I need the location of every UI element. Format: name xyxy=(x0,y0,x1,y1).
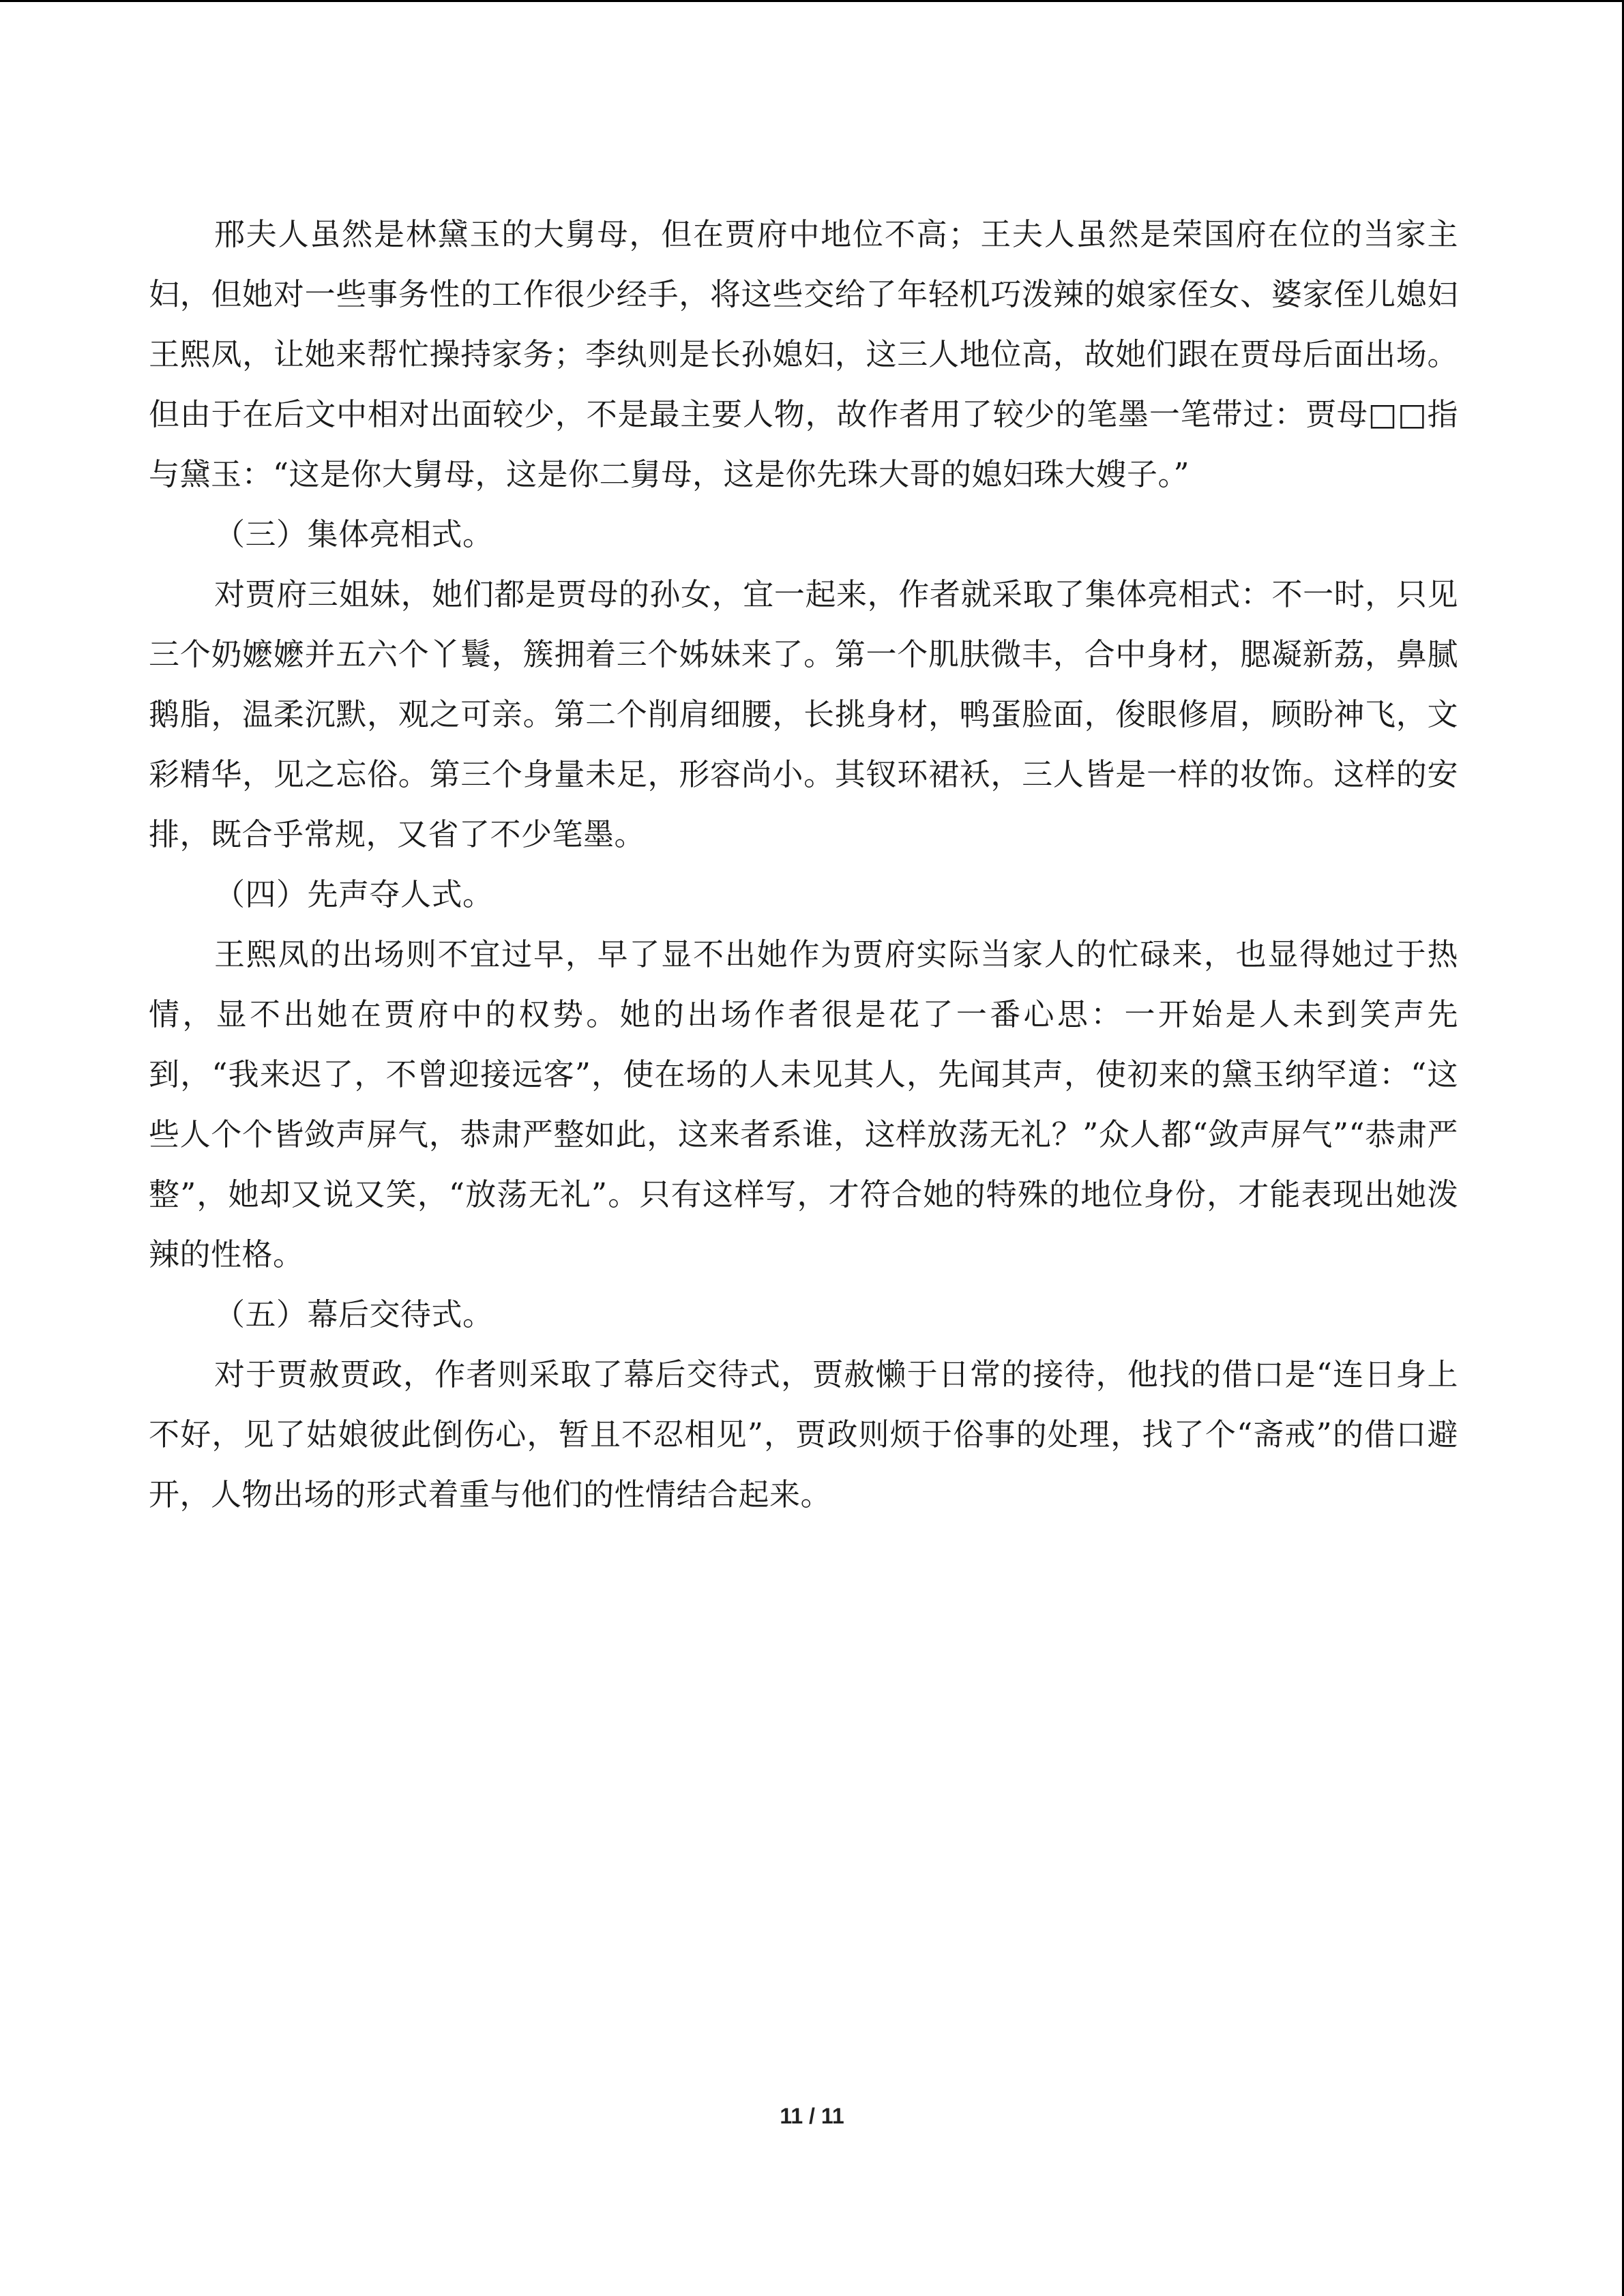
paragraph-1: 邢夫人虽然是林黛玉的大舅母，但在贾府中地位不高；王夫人虽然是荣国府在位的当家主妇，但她对一些事务性的工作很少经手，将这些交给了年轻机巧泼辣的娘家侄女、婆家侄儿媳妇王熙凤，让她来帮忙操持家务；李纨则是长孙媳妇，这三人地位高，故她们跟在贾母后面出场。但由于在后文中相对出面较少，不是最主要人物，故作者用了较少的笔墨一笔带过：贾母□□指与黛玉：“这是你大舅母，这是你二舅母，这是你先珠大哥的媳妇珠大嫂子。” xyxy=(149,216,1458,492)
paragraph-3: 王熙凤的出场则不宜过早，早了显不出她作为贾府实际当家人的忙碌来，也显得她过于热情，显不出她在贾府中的权势。她的出场作者很是花了一番心思：一开始是人未到笑声先到，“我来迟了，不曾迎接远客”，使在场的人未见其人，先闻其声，使初来的黛玉纳罕道：“这些人个个皆敛声屏气，恭肃严整如此，这来者系谁，这样放荡无礼？”众人都“敛声屏气”“恭肃严整”，她却又说又笑，“放荡无礼”。只有这样写，才符合她的特殊的地位身份，才能表现出她泼辣的性格。 xyxy=(149,936,1458,1272)
document-body xyxy=(149,205,1458,1525)
section-heading-5: （五）幕后交待式。 xyxy=(214,1296,494,1332)
section-heading-3: （三）集体亮相式。 xyxy=(214,516,494,552)
paragraph-4: 对于贾赦贾政，作者则采取了幕后交待式，贾赦懒于日常的接待，他找的借口是“连日身上不好，见了姑娘彼此倒伤心，暂且不忍相见”，贾政则烦于俗事的处理，找了个“斋戒”的借口避开，人物出场的形式着重与他们的性情结合起来。 xyxy=(149,1356,1458,1512)
paragraph-2: 对贾府三姐妹，她们都是贾母的孙女，宜一起来，作者就采取了集体亮相式：不一时，只见三个奶嬷嬷并五六个丫鬟，簇拥着三个姊妹来了。第一个肌肤微丰，合中身材，腮凝新荔，鼻腻鹅脂，温柔沉默，观之可亲。第二个削肩细腰，长挑身材，鸭蛋脸面，俊眼修眉，顾盼神飞，文彩精华，见之忘俗。第三个身量未足，形容尚小。其钗环裙袄，三人皆是一样的妆饰。这样的安排，既合乎常规，又省了不少笔墨。 xyxy=(149,576,1458,852)
section-heading-4: （四）先声夺人式。 xyxy=(214,876,494,912)
page-number: 11 / 11 xyxy=(780,2104,844,2128)
